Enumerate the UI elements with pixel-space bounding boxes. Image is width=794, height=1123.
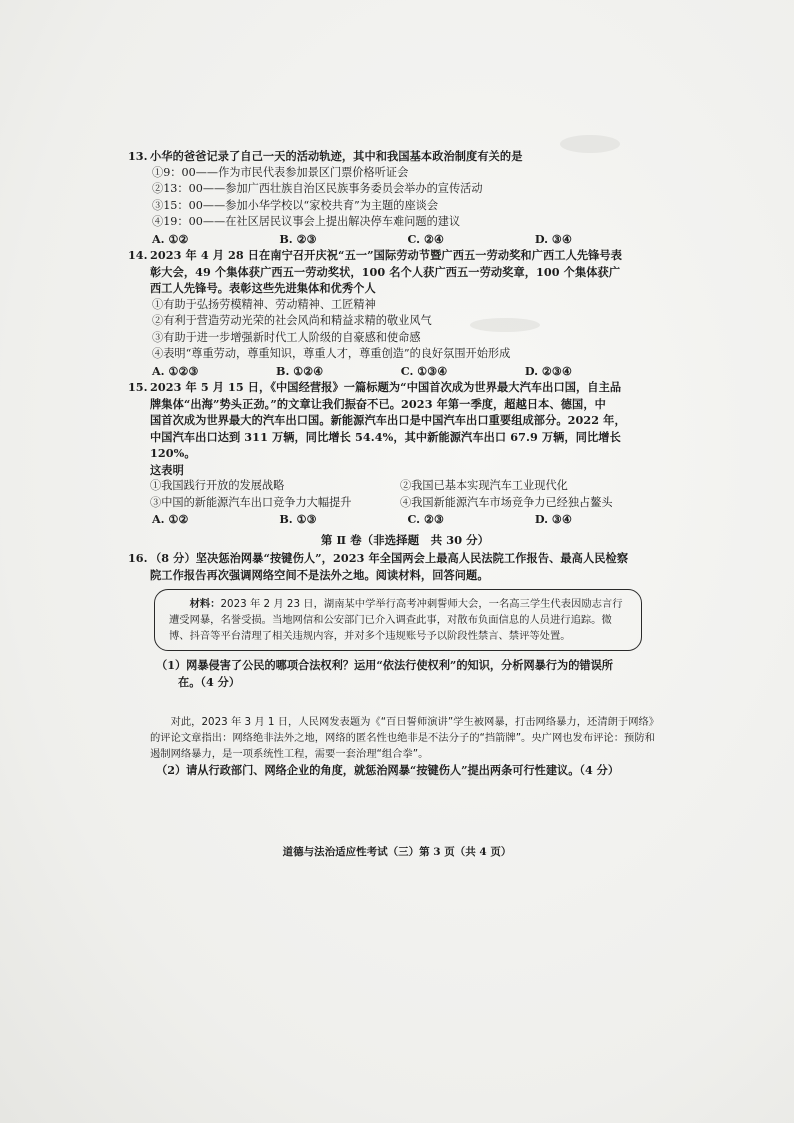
choice-d: D. ③④ — [534, 231, 572, 246]
choice-c: C. ①③④ — [400, 363, 448, 378]
section-title: 第 Ⅱ 卷（非选择题 共 30 分） — [320, 532, 490, 547]
choice-a: A. ①②③ — [152, 363, 199, 378]
question-stem-line: 彰大会，49 个集体获广西五一劳动奖状，100 名个人获广西五一劳动奖章，100 个集体获广 — [150, 264, 621, 279]
sub-question-1 — [150, 657, 660, 690]
choice-d: D. ②③④ — [524, 363, 572, 378]
statement-item: ①有助于弘扬劳模精神、劳动精神、工匠精神 — [152, 297, 376, 311]
question-stem-line: 2023 年 5 月 15 日，《中国经营报》一篇标题为“中国首次成为世界最大汽车出口国，自主品 — [150, 380, 622, 394]
question-15 — [128, 379, 660, 528]
choice-d: D. ③④ — [534, 512, 572, 526]
statement-item: ③15：00——参加小华学校以“家校共育”为主题的座谈会 — [152, 198, 439, 212]
statement-item: ④表明“尊重劳动，尊重知识，尊重人才，尊重创造”的良好氛围开始形成 — [152, 347, 511, 360]
answer-choices — [150, 231, 572, 248]
question-14 — [128, 247, 660, 379]
page-footer: 道德与法治适应性考试（三）第 3 页（共 4 页） — [282, 846, 512, 858]
question-stem-line: 这表明 — [150, 462, 184, 477]
choice-b: B. ①③ — [279, 512, 317, 526]
sub-question-line: （1）网暴侵害了公民的哪项合法权利？运用“依法行使权利”的知识，分析网暴行为的错误所 — [156, 658, 613, 672]
question-stem-line: 国首次成为世界最大的汽车出口国。新能源汽车出口是中国汽车出口重要组成部分。2022 年， — [150, 413, 626, 427]
question-stem-line: 院工作报告再次强调网络空间不是法外之地。阅读材料，回答问题。 — [150, 567, 489, 582]
question-number: 15. — [128, 380, 148, 394]
choice-c: C. ②④ — [407, 231, 445, 246]
statement-item: ④我国新能源汽车市场竞争力已经独占鳌头 — [400, 495, 613, 509]
material-box — [154, 589, 642, 651]
sub-question-line: 在。（4 分） — [178, 674, 241, 689]
question-13 — [128, 148, 660, 247]
statement-item: ③有助于进一步增强新时代工人阶级的自豪感和使命感 — [152, 330, 421, 344]
choice-c: C. ②③ — [407, 512, 445, 526]
answer-space — [150, 690, 660, 714]
statement-item: ①9：00——作为市民代表参加景区门票价格听证会 — [152, 165, 409, 179]
material-paragraph: 对此，2023 年 3 月 1 日，人民网发表题为《“百日誓师演讲”学生被网暴，打击网络暴力，还清朗于网络》的评论文章指出：网络绝非法外之地，网络的匿名性也绝非是不法分子的“挡箭牌”。央广网也发布评论：预防和遏制网络暴力，是一项系统性工程，需要一套治理“组合拳”。 — [150, 716, 660, 760]
statement-item: ①我国践行开放的发展战略 — [150, 479, 285, 492]
choice-b: B. ①②④ — [276, 363, 324, 378]
statement-item: ③中国的新能源汽车出口竞争力大幅提升 — [150, 495, 352, 509]
question-number: 13. — [128, 149, 148, 163]
statement-item: ②有利于营造劳动光荣的社会风尚和精益求精的敬业风气 — [152, 314, 432, 327]
choice-a: A. ①② — [152, 231, 189, 246]
statement-item: ②13：00——参加广西壮族自治区民族事务委员会举办的宣传活动 — [152, 182, 483, 195]
choice-b: B. ②③ — [279, 231, 317, 246]
question-stem-line: 中国汽车出口达到 311 万辆，同比增长 54.4%，其中新能源汽车出口 67.9 万辆，同比增长 120%。 — [150, 429, 621, 460]
material-text: 2023 年 2 月 23 日，湖南某中学举行高考冲刺誓师大会，一名高三学生代表因励志言行遭受网暴，名誉受损。当地网信和公安部门已介入调查此事，对散布负面信息的人员进行追踪。微博、抖音等平台清理了相关违规内容，并对多个违规账号予以阶段性禁言、禁评等处置。 — [169, 598, 623, 642]
question-stem-line: 西工人先锋号。表彰这些先进集体和优秀个人 — [150, 281, 376, 295]
question-stem: 小华的爸爸记录了自己一天的活动轨迹，其中和我国基本政治制度有关的是 — [150, 149, 523, 163]
material-label: 材料： — [189, 598, 221, 610]
question-number: 16. — [128, 551, 148, 565]
answer-choices — [150, 363, 572, 380]
question-number: 14. — [128, 248, 148, 262]
exam-content — [128, 148, 660, 779]
question-16 — [128, 550, 660, 779]
question-stem-line: 2023 年 4 月 28 日在南宁召开庆祝“五一”国际劳动节暨广西五一劳动奖和广西工人先锋号表 — [150, 248, 623, 262]
question-stem-line: 牌集体“出海”势头正劲。”的文章让我们振奋不已。2023 年第一季度，超越日本、德国，中 — [150, 396, 606, 411]
choice-a: A. ①② — [152, 512, 189, 526]
statement-grid — [150, 478, 650, 495]
sub-question-2: （2）请从行政部门、网络企业的角度，就惩治网暴“按键伤人”提出两条可行性建议。（4 分） — [156, 763, 620, 777]
statement-item: ②我国已基本实现汽车工业现代化 — [400, 479, 568, 492]
answer-choices — [150, 511, 572, 528]
statement-grid — [150, 495, 650, 512]
question-stem-line: （8 分）坚决惩治网暴“按键伤人”，2023 年全国两会上最高人民法院工作报告、最高人民检察 — [150, 551, 629, 565]
statement-item: ④19：00——在社区居民议事会上提出解决停车难问题的建议 — [152, 215, 461, 228]
